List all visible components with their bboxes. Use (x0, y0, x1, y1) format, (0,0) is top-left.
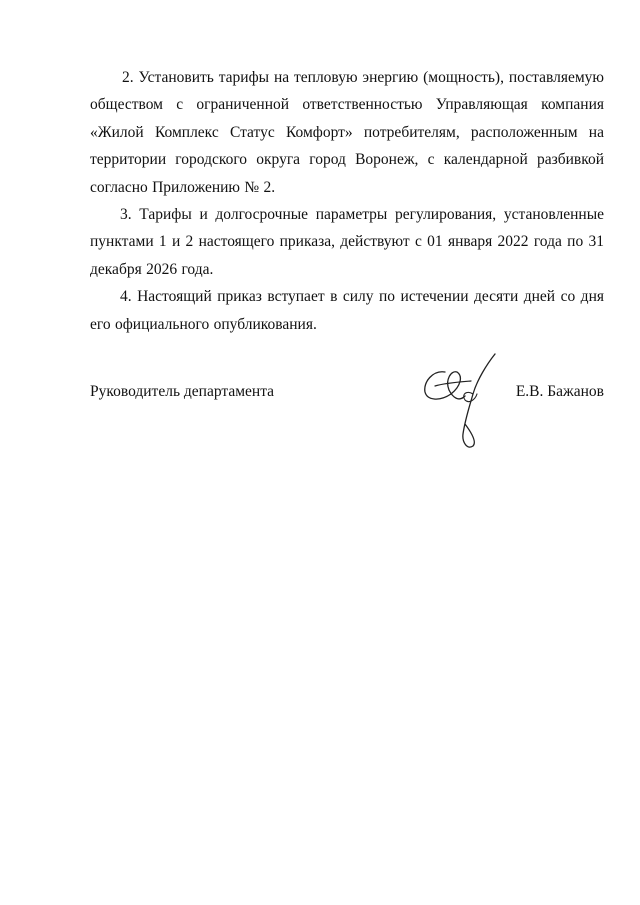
paragraph-item-3: 3. Тарифы и долгосрочные параметры регулирования, установленные пунктами 1 и 2 настоящего приказа, действуют с 01 января 2022 года по 31 декабря 2026 года. (90, 206, 604, 278)
signatory-name: Е.В. Бажанов (515, 383, 604, 400)
signature-block (90, 377, 604, 407)
paragraph-item-4: 4. Настоящий приказ вступает в силу по истечении десяти дней со дня его официального опубликования. (90, 288, 604, 333)
document-body (90, 64, 604, 338)
handwritten-signature (415, 350, 505, 460)
paragraph-item-2: 2. Установить тарифы на тепловую энергию (мощность), поставляемую обществом с ограниченной ответственностью Управляющая компания «Жилой Комплекс Статус Комфорт» потребителям, расположенным на территории городского округа город Воронеж, с календарной разбивкой согласно Приложению № 2. (90, 69, 604, 196)
signatory-title: Руководитель департамента (90, 383, 275, 400)
